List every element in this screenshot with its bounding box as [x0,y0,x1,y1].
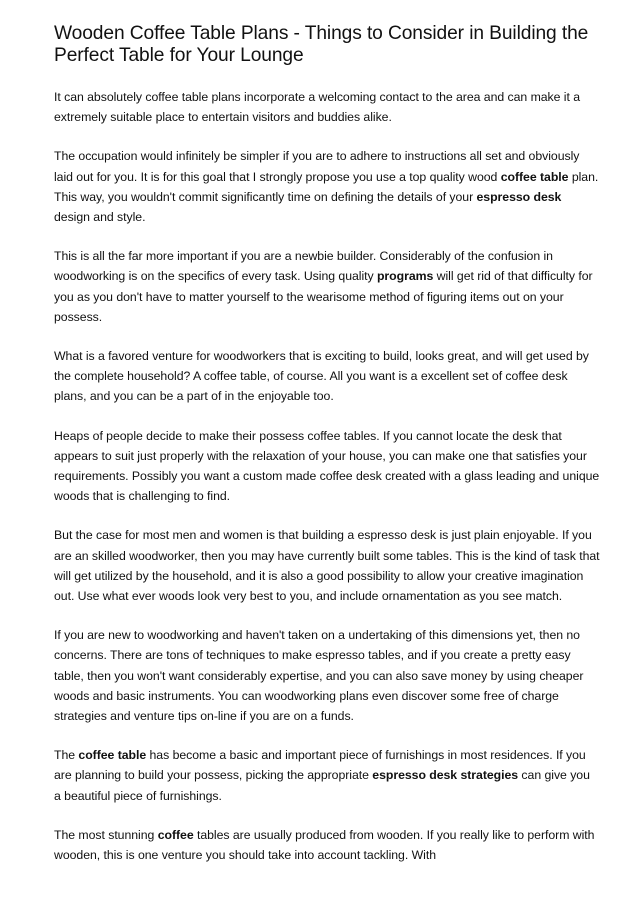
bold-keyword: espresso desk strategies [372,768,519,783]
paragraph-text: The occupation would infinitely be simpler if you are to adhere to instructions all set and obviously laid out for you. It is for this goal that I strongly propose you use a top quality wood [54,149,580,184]
paragraph-text: It can absolutely coffee table plans incorporate a welcoming contact to the area and can make it a extremely suitable place to entertain visitors and buddies alike. [54,90,581,125]
paragraph-7 [54,625,600,726]
paragraph-text: design and style. [54,210,146,225]
paragraph-6 [54,525,600,606]
paragraph-text: has become a basic and important piece of furnishings in most residences. If you are planning to build your possess, picking the appropriate [54,748,586,783]
paragraph-text: If you are new to woodworking and haven't taken on a undertaking of this dimensions yet, then no concerns. There are tons of techniques to make espresso tables, and if you create a pretty easy table, then you won't want considerably expertise, and you can also save money by using cheaper woods and basic instruments. You can woodworking plans even discover some free of charge strategies and venture tips on-line if you are on a funds. [54,628,584,724]
paragraph-3 [54,246,600,327]
paragraph-text: The [54,748,79,763]
paragraph-text: can give you a beautiful piece of furnishings. [54,768,590,803]
paragraph-9 [54,825,600,865]
paragraph-5 [54,426,600,507]
paragraph-1 [54,87,600,127]
paragraph-text: The most stunning [54,827,158,842]
paragraph-2 [54,146,600,227]
paragraph-text: tables are usually produced from wooden. If you really like to perform with wooden, this is one venture you should take into account tackling. With [54,827,595,863]
bold-keyword: coffee [157,827,194,842]
paragraph-text: Heaps of people decide to make their possess coffee tables. If you cannot locate the desk that appears to suit just properly with the relaxation of your house, you can make one that satisfies your requirements. Possibly you want a custom made coffee desk created with a glass leading and unique woods that is challenging to find. [54,428,600,504]
document-body [54,87,600,865]
bold-keyword: espresso desk [476,189,562,204]
bold-keyword: programs [376,269,434,284]
paragraph-4 [54,346,600,407]
paragraph-8 [54,745,600,806]
document-title: Wooden Coffee Table Plans - Things to Consider in Building the Perfect Table for Your Lounge [54,23,589,66]
paragraph-text: This is all the far more important if you are a newbie builder. Considerably of the confusion in woodworking is on the specifics of every task. Using quality [54,249,553,284]
paragraph-text: will get rid of that difficulty for you as you don't have to matter yourself to the wearisome method of figuring items out on your possess. [54,269,593,324]
paragraph-text: plan. This way, you wouldn't commit significantly time on defining the details of your [54,169,599,204]
bold-keyword: coffee table [500,169,569,184]
bold-keyword: coffee table [78,748,147,763]
paragraph-text: But the case for most men and women is that building a espresso desk is just plain enjoyable. If you are an skilled woodworker, then you may have currently built some tables. This is the kind of task that will get utilized by the household, and it is also a good possibility to allow your creative imagination out. Use what ever woods look very best to you, and include ornamentation as you see match. [54,528,600,604]
paragraph-text: What is a favored venture for woodworkers that is exciting to build, looks great, and will get used by the complete household? A coffee table, of course. All you want is a excellent set of coffee desk plans, and you can be a part of in the enjoyable too. [54,349,589,404]
